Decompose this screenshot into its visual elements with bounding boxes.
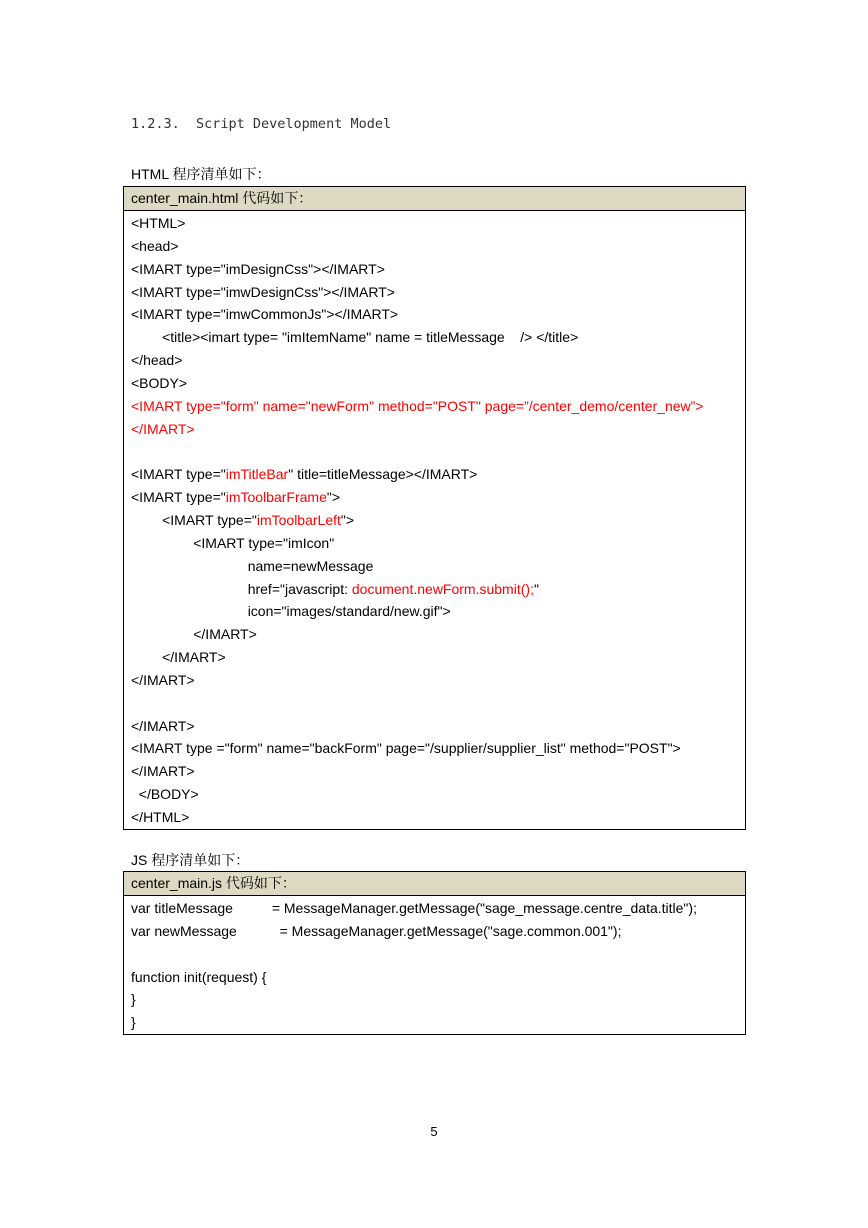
html-code-box (123, 186, 746, 830)
code-line (124, 440, 745, 463)
code-segment: } (131, 1014, 136, 1031)
code-line (124, 235, 745, 258)
code-segment: <BODY> (131, 374, 188, 391)
code-segment: <head> (131, 237, 179, 254)
highlighted-code-segment: imToolbarFrame (225, 489, 327, 506)
code-line (124, 281, 745, 304)
code-line (124, 372, 745, 395)
code-segment: <IMART type=" (131, 511, 257, 528)
code-segment: <IMART type="imwCommonJs"></IMART> (131, 306, 399, 323)
highlighted-code-segment: imTitleBar (225, 466, 289, 483)
code-segment: "> (326, 489, 341, 506)
code-line (124, 920, 745, 943)
code-segment: " (533, 580, 539, 597)
page-number: 5 (430, 1124, 438, 1139)
code-line (124, 988, 745, 1011)
code-line (124, 783, 745, 806)
code-segment: name=newMessage (131, 557, 374, 574)
js-code-body (124, 896, 745, 1034)
code-segment: <IMART type="imDesignCss"></IMART> (131, 260, 385, 277)
code-line (124, 1011, 745, 1034)
code-segment: </IMART> (131, 649, 226, 666)
code-segment: <title><imart type= "imItemName" name = titleMessage /> </title> (131, 329, 579, 346)
code-segment: </BODY> (131, 786, 199, 803)
code-line (124, 943, 745, 966)
code-segment: "> (340, 511, 355, 528)
code-segment: function init(request) { (131, 968, 267, 985)
code-segment: </HTML> (131, 808, 190, 825)
code-line (124, 555, 745, 578)
highlighted-code-segment: document.newForm.submit(); (351, 580, 534, 597)
js-code-box (123, 871, 746, 1035)
code-segment: </IMART> (131, 763, 195, 780)
code-line (124, 486, 745, 509)
code-line (124, 715, 745, 738)
code-line (124, 395, 745, 418)
code-line (124, 623, 745, 646)
code-line (124, 692, 745, 715)
js-code-box-header: center_main.js 代码如下： (124, 872, 745, 896)
code-segment: icon="images/standard/new.gif"> (131, 603, 451, 620)
highlighted-code-segment: <IMART type="form" name="newForm" method="POST" page=”/center_demo/center_new”> (131, 397, 704, 414)
code-line (124, 737, 745, 760)
section-heading: 1.2.3. Script Development Model (131, 116, 392, 132)
code-line (124, 646, 745, 669)
code-segment: " title=titleMessage></IMART> (288, 466, 478, 483)
code-segment: <HTML> (131, 215, 186, 231)
code-segment: var titleMessage = MessageManager.getMessage("sage_message.centre_data.title"); (131, 900, 697, 916)
highlighted-code-segment: imToolbarLeft (256, 511, 341, 528)
code-line (124, 578, 745, 601)
code-line (124, 600, 745, 623)
code-segment: </IMART> (131, 671, 195, 688)
code-line (124, 532, 745, 555)
code-segment: </IMART> (131, 626, 257, 643)
code-line (124, 303, 745, 326)
code-segment: <IMART type ="form" name="backForm" page="/supplier/supplier_list" method="POST"> (131, 740, 681, 757)
code-segment: </head> (131, 352, 183, 369)
code-line (124, 258, 745, 281)
code-line (124, 760, 745, 783)
code-segment: } (131, 991, 136, 1008)
code-line (124, 418, 745, 441)
code-line (124, 212, 745, 235)
code-segment: </IMART> (131, 717, 195, 734)
highlighted-code-segment: </IMART> (131, 420, 195, 437)
code-line (124, 509, 745, 532)
js-listing-label: JS 程序清单如下： (131, 852, 250, 868)
code-line (124, 966, 745, 989)
code-segment: href="javascript: (131, 580, 352, 597)
code-line (124, 806, 745, 829)
html-listing-label: HTML 程序清单如下： (131, 166, 271, 182)
code-line (124, 463, 745, 486)
code-segment: <IMART type="imwDesignCss"></IMART> (131, 283, 395, 300)
code-line (124, 326, 745, 349)
code-line (124, 897, 745, 920)
html-code-box-header: center_main.html 代码如下： (124, 187, 745, 211)
code-segment: <IMART type="imIcon" (131, 534, 335, 551)
code-segment: <IMART type=" (131, 466, 226, 483)
code-segment: var newMessage = MessageManager.getMessage("sage.common.001"); (131, 922, 622, 939)
code-line (124, 349, 745, 372)
html-code-body (124, 211, 745, 829)
code-segment: <IMART type=" (131, 489, 226, 506)
code-line (124, 669, 745, 692)
